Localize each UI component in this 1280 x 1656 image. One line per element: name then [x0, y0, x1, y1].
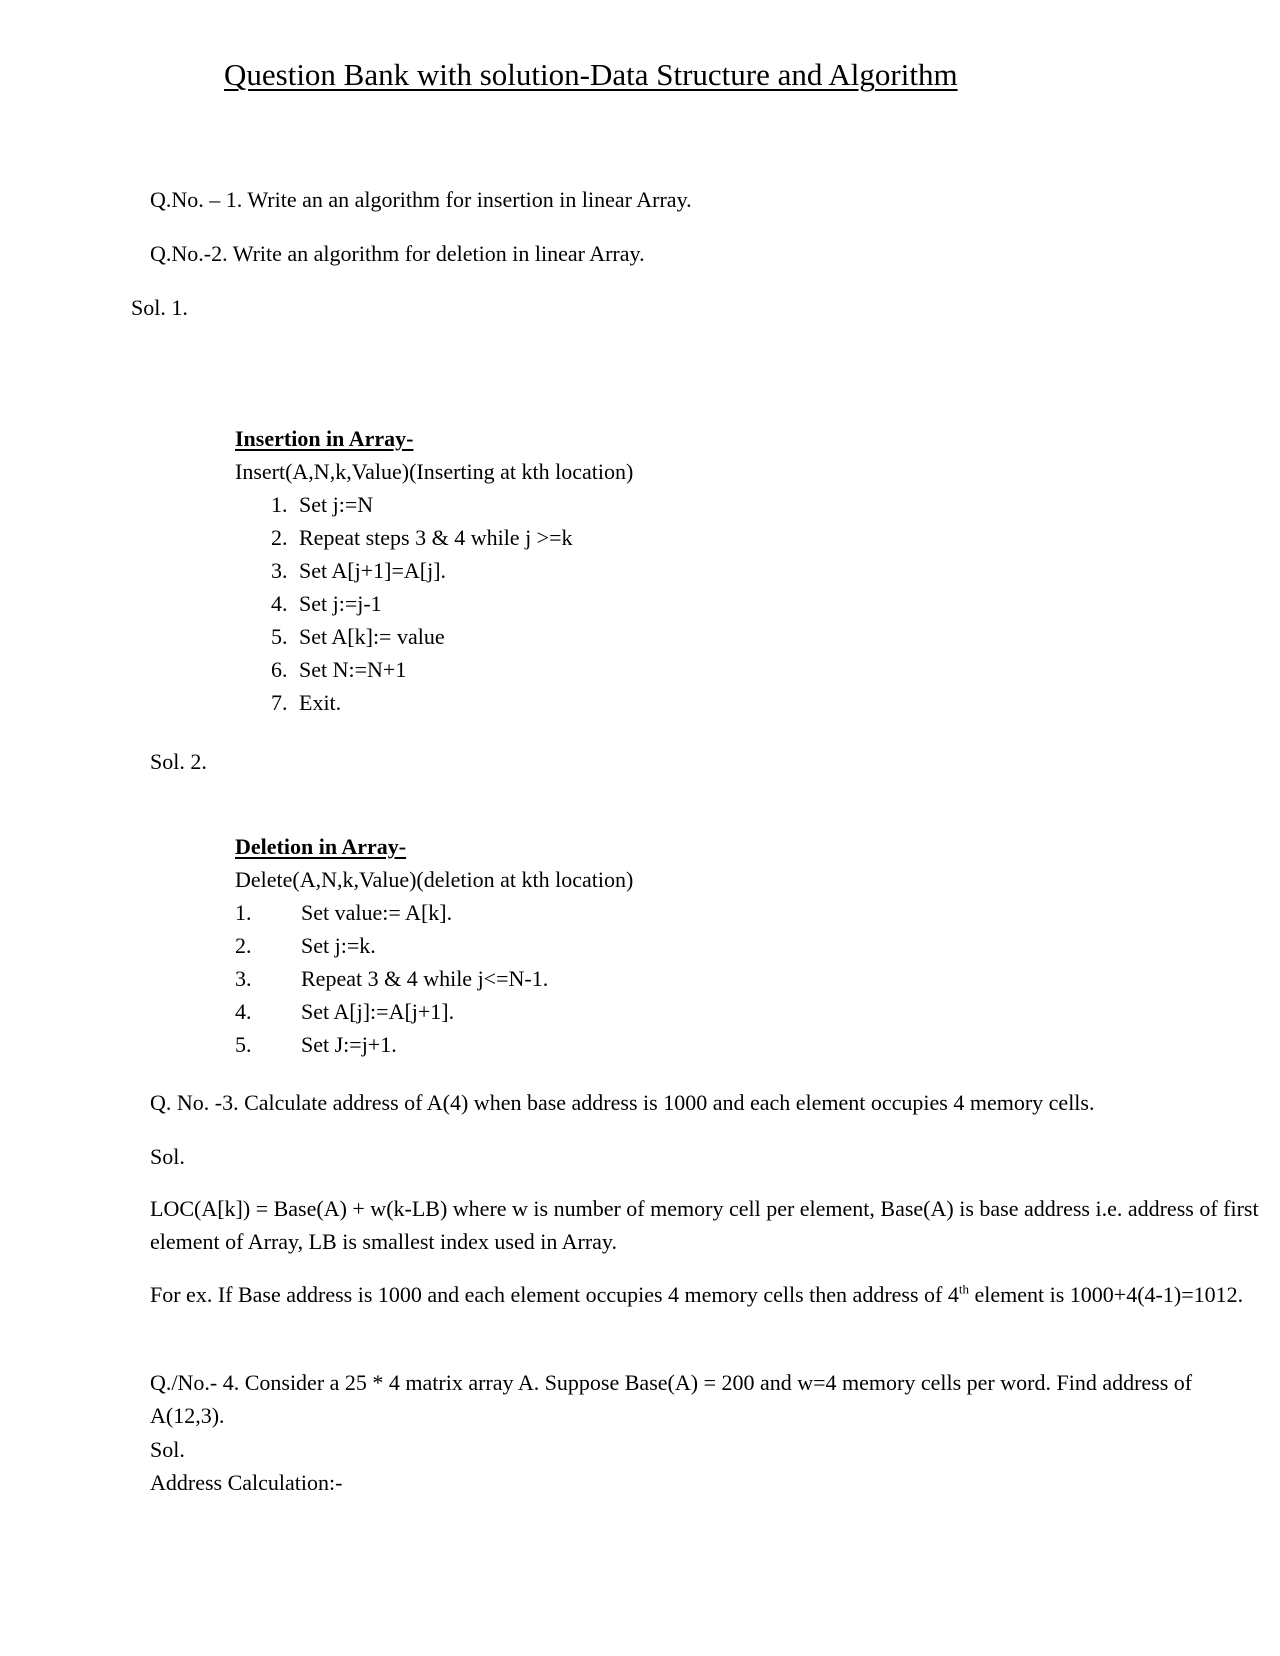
question-1: Q.No. – 1. Write an an algorithm for insertion in linear Array. — [150, 187, 692, 212]
insertion-steps — [271, 492, 573, 723]
question-2: Q.No.-2. Write an algorithm for deletion in linear Array. — [150, 241, 645, 266]
deletion-signature: Delete(A,N,k,Value)(deletion at kth location) — [235, 867, 634, 892]
example-paragraph: For ex. If Base address is 1000 and each element occupies 4 memory cells then address of 4th element is 1000+4(4-1)=1012. — [150, 1281, 1244, 1307]
solution-3-label: Sol. — [150, 1144, 185, 1169]
list-item: 7. Exit. — [271, 690, 342, 715]
list-item: 5. Set A[k]:= value — [271, 624, 445, 649]
insertion-heading: Insertion in Array- — [235, 426, 414, 451]
list-item: 4. Set A[j]:=A[j+1]. — [235, 999, 455, 1024]
list-item: 1. Set j:=N — [271, 492, 374, 517]
solution-1-label: Sol. 1. — [131, 295, 188, 320]
list-item: 4. Set j:=j-1 — [271, 591, 382, 616]
list-item: 3. Repeat 3 & 4 while j<=N-1. — [235, 966, 549, 991]
list-item: 2. Set j:=k. — [235, 933, 376, 958]
loc-formula-paragraph: LOC(A[k]) = Base(A) + w(k-LB) where w is number of memory cell per element, Base(A) is base address i.e. address of first element of Array, LB is smallest index used in Array. — [150, 1196, 1259, 1254]
deletion-steps — [235, 900, 548, 1065]
list-item: 1. Set value:= A[k]. — [235, 900, 453, 925]
address-calculation-label: Address Calculation:- — [150, 1470, 343, 1495]
solution-2-label: Sol. 2. — [150, 749, 207, 774]
question-4: Q./No.- 4. Consider a 25 * 4 matrix array A. Suppose Base(A) = 200 and w=4 memory cells per word. Find address of A(12,3). — [150, 1370, 1193, 1428]
insertion-signature: Insert(A,N,k,Value)(Inserting at kth location) — [235, 459, 634, 484]
solution-4-label: Sol. — [150, 1437, 185, 1462]
list-item: 3. Set A[j+1]=A[j]. — [271, 558, 447, 583]
page-title: Question Bank with solution-Data Structure and Algorithm — [224, 57, 958, 92]
question-3: Q. No. -3. Calculate address of A(4) when base address is 1000 and each element occupies 4 memory cells. — [150, 1090, 1095, 1115]
deletion-heading: Deletion in Array- — [235, 834, 407, 859]
list-item: 2. Repeat steps 3 & 4 while j >=k — [271, 525, 573, 550]
list-item: 6. Set N:=N+1 — [271, 657, 407, 682]
list-item: 5. Set J:=j+1. — [235, 1032, 397, 1057]
